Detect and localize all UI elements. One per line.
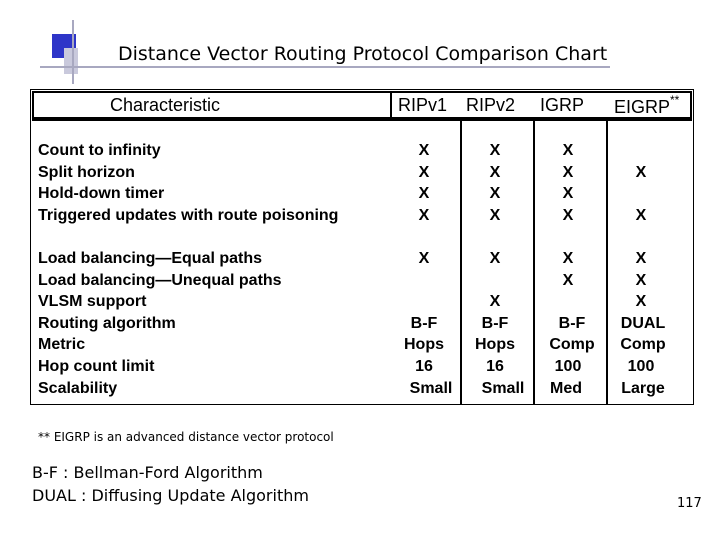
cell-ripv1: 16 bbox=[415, 358, 433, 375]
row-label: Routing algorithm bbox=[38, 315, 176, 332]
cell-eigrp: X bbox=[635, 250, 647, 267]
cell-ripv2: X bbox=[489, 207, 501, 224]
cell-igrp: 100 bbox=[554, 358, 582, 375]
cell-eigrp: DUAL bbox=[620, 315, 666, 332]
decorative-vertical-line bbox=[72, 20, 74, 84]
cell-igrp: X bbox=[562, 250, 574, 267]
cell-ripv2: B-F bbox=[481, 315, 509, 332]
row-label: Count to infinity bbox=[38, 142, 161, 159]
header-eigrp-label: EIGRP bbox=[614, 97, 671, 117]
row-label: Split horizon bbox=[38, 164, 135, 181]
cell-igrp: X bbox=[562, 207, 574, 224]
cell-ripv2: X bbox=[489, 185, 501, 202]
cell-ripv1: X bbox=[418, 185, 430, 202]
header-ripv2: RIPv2 bbox=[466, 95, 516, 115]
cell-eigrp: X bbox=[635, 207, 647, 224]
cell-ripv1: X bbox=[418, 207, 430, 224]
row-label: Hold-down timer bbox=[38, 185, 165, 202]
header-igrp: IGRP bbox=[540, 95, 585, 115]
cell-igrp: X bbox=[562, 185, 574, 202]
legend-line: B-F : Bellman-Ford Algorithm bbox=[32, 463, 263, 482]
decorative-square-gray bbox=[64, 48, 78, 74]
row-label: Scalability bbox=[38, 380, 118, 397]
cell-igrp: B-F bbox=[558, 315, 586, 332]
cell-ripv2: X bbox=[489, 250, 501, 267]
cell-igrp: X bbox=[562, 164, 574, 181]
cell-ripv1: X bbox=[418, 164, 430, 181]
header-separator bbox=[390, 91, 392, 121]
header-characteristic: Characteristic bbox=[110, 95, 221, 115]
cell-igrp: X bbox=[562, 142, 574, 159]
cell-ripv2: 16 bbox=[486, 358, 504, 375]
cell-ripv2: Small bbox=[481, 380, 525, 397]
legend-line: DUAL : Diffusing Update Algorithm bbox=[32, 486, 309, 505]
header-ripv1: RIPv1 bbox=[398, 95, 448, 115]
cell-ripv1: B-F bbox=[410, 315, 438, 332]
cell-ripv1: X bbox=[418, 142, 430, 159]
row-label: Load balancing—Unequal paths bbox=[38, 272, 282, 289]
cell-eigrp: X bbox=[635, 293, 647, 310]
cell-ripv2: X bbox=[489, 142, 501, 159]
cell-eigrp: X bbox=[635, 272, 647, 289]
row-label: VLSM support bbox=[38, 293, 147, 310]
cell-ripv1: X bbox=[418, 250, 430, 267]
page-number: 117 bbox=[677, 496, 702, 511]
title-underline bbox=[40, 66, 610, 68]
cell-eigrp: Large bbox=[621, 380, 665, 397]
header-eigrp-footnote-mark: ** bbox=[670, 93, 680, 107]
row-label: Load balancing—Equal paths bbox=[38, 250, 263, 267]
cell-ripv2: Hops bbox=[475, 336, 515, 353]
cell-ripv2: X bbox=[489, 293, 501, 310]
row-label: Metric bbox=[38, 336, 86, 353]
cell-igrp: Comp bbox=[549, 336, 595, 353]
cell-eigrp: X bbox=[635, 164, 647, 181]
footnote: ** EIGRP is an advanced distance vector protocol bbox=[38, 430, 334, 444]
cell-ripv1: Hops bbox=[404, 336, 444, 353]
cell-eigrp: Comp bbox=[620, 336, 666, 353]
cell-igrp: X bbox=[562, 272, 574, 289]
cell-ripv2: X bbox=[489, 164, 501, 181]
row-label: Hop count limit bbox=[38, 358, 155, 375]
cell-ripv1: Small bbox=[409, 380, 453, 397]
page-title: Distance Vector Routing Protocol Comparison Chart bbox=[118, 43, 608, 65]
row-label: Triggered updates with route poisoning bbox=[38, 207, 339, 224]
header-eigrp bbox=[614, 95, 679, 118]
cell-eigrp: 100 bbox=[627, 358, 655, 375]
cell-igrp: Med bbox=[550, 380, 582, 397]
